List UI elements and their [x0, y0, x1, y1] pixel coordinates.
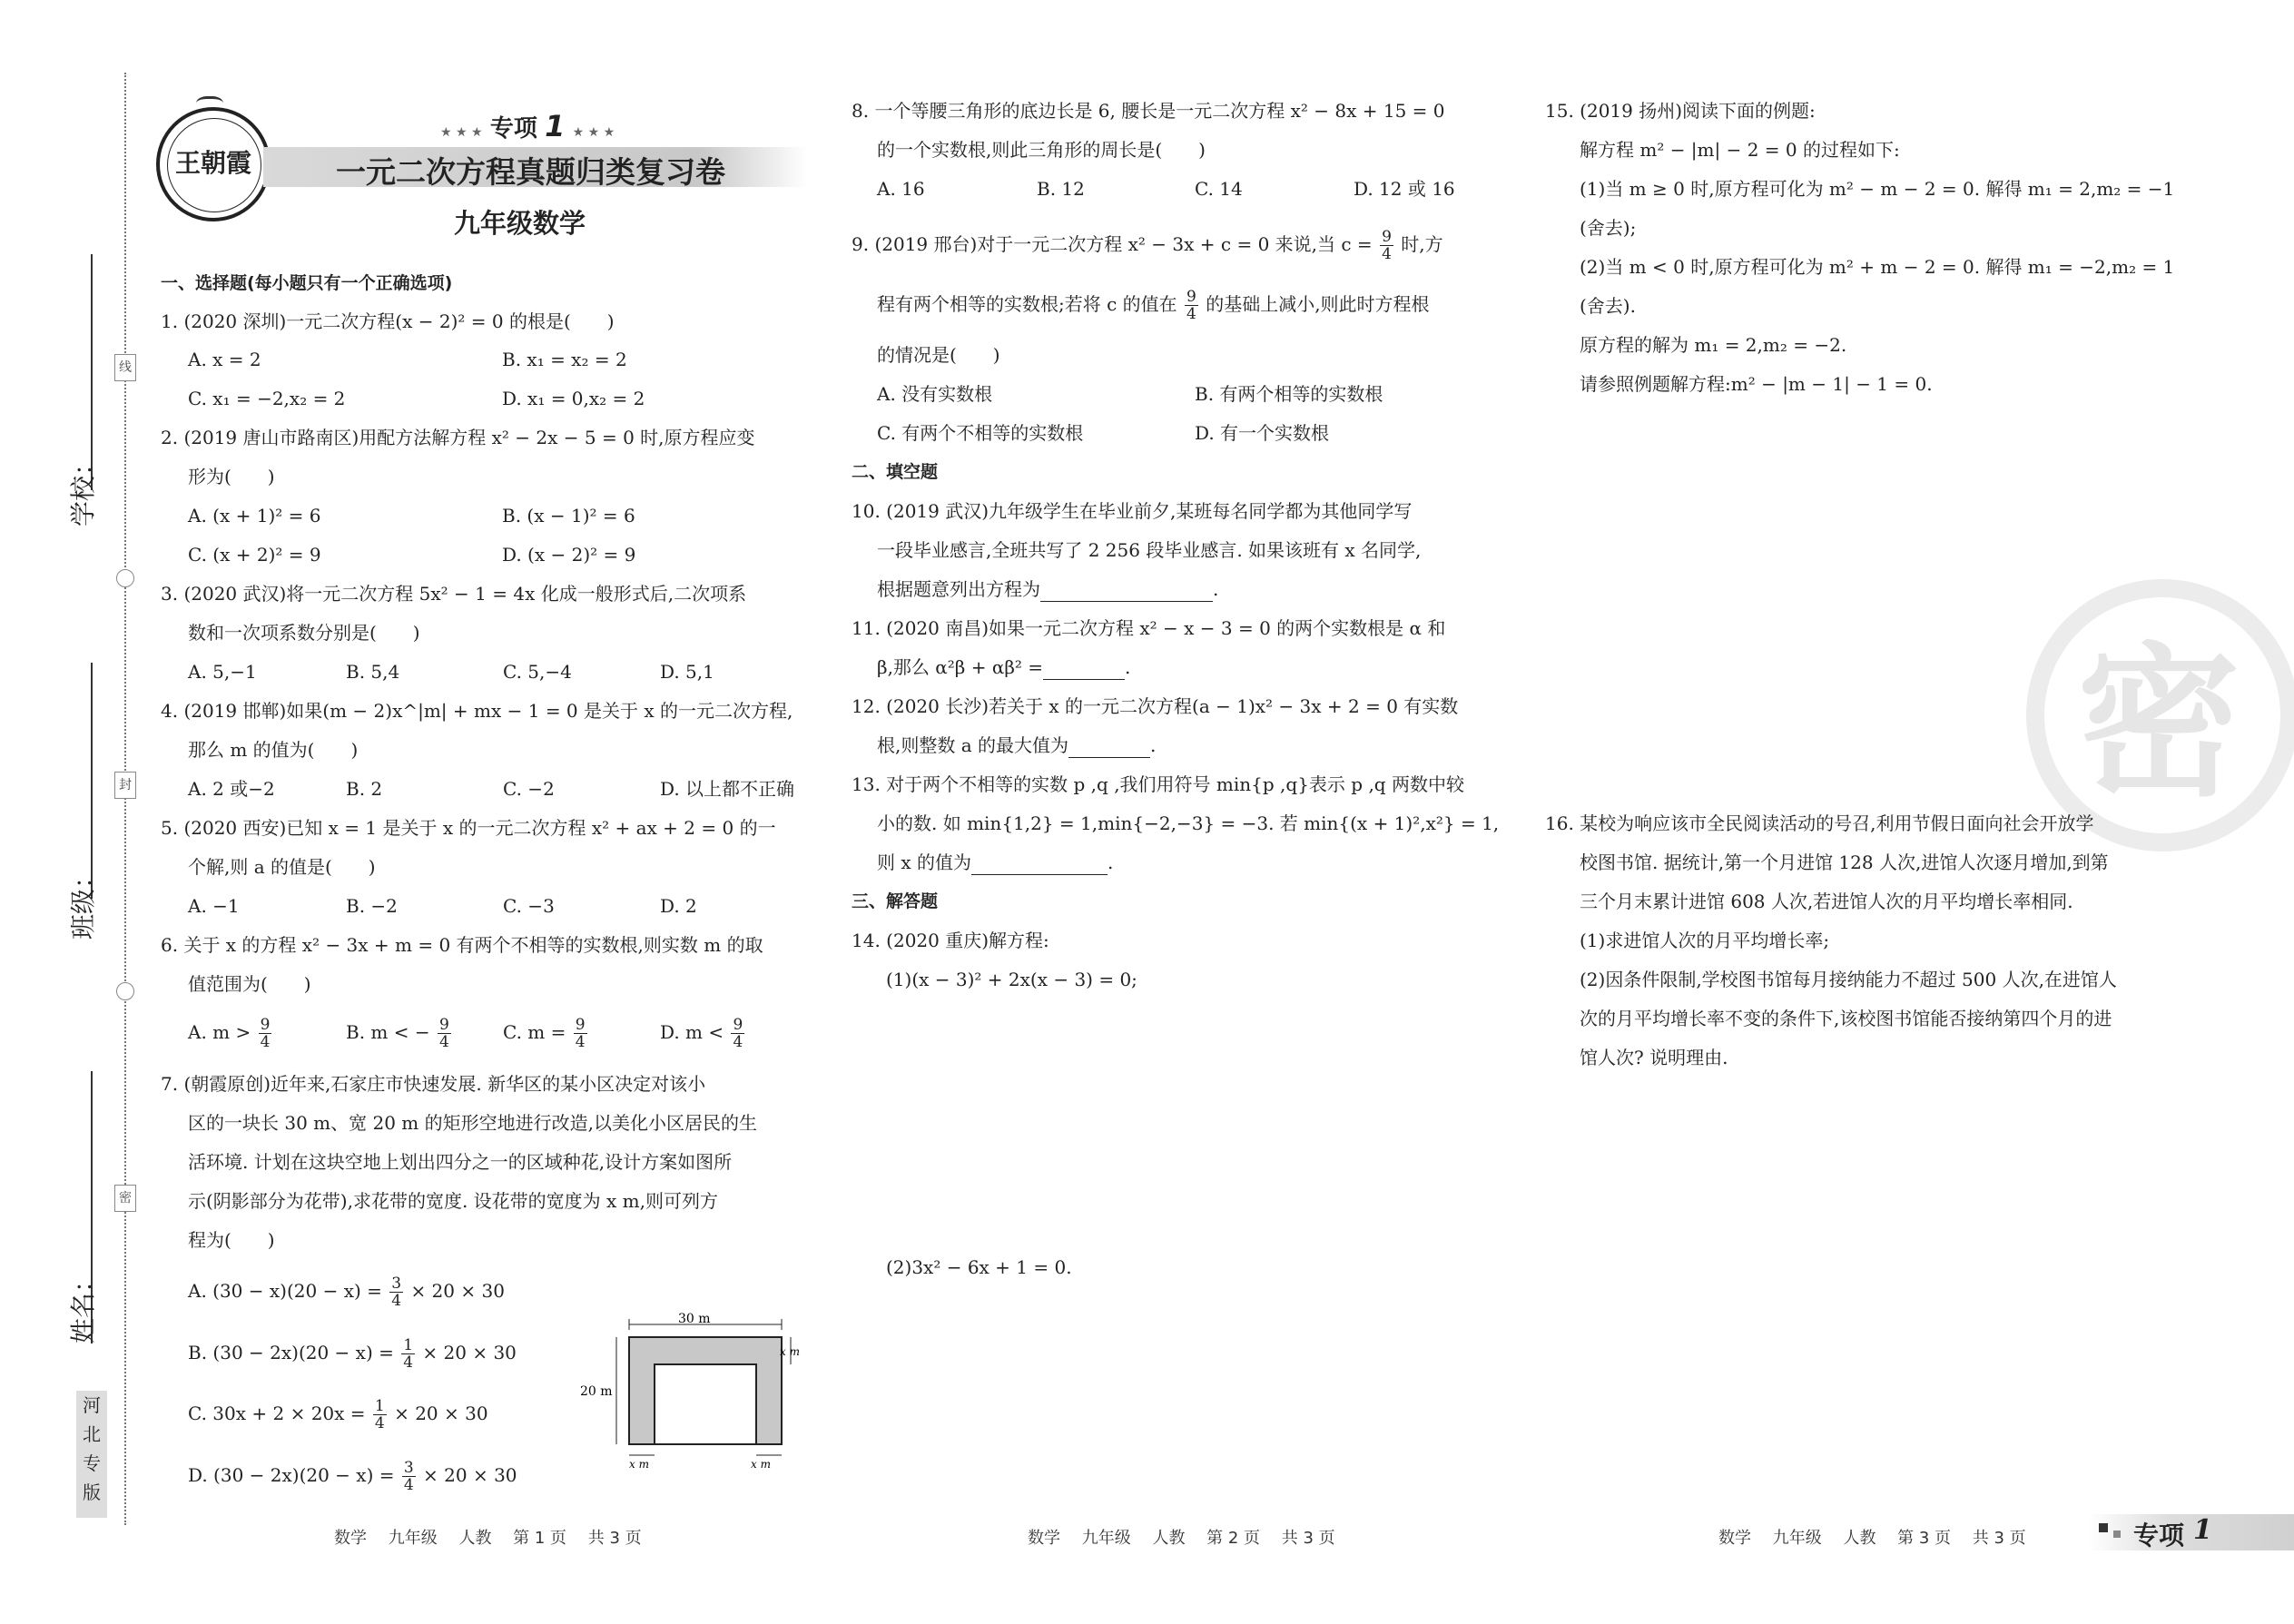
q3-stem-cont: 数和一次项系数分别是( ) — [188, 622, 420, 644]
q11-end: . — [1125, 656, 1131, 678]
q16-line-6: 次的月平均增长率不变的条件下,该校图书馆能否接纳第四个月的进 — [1580, 1008, 2112, 1029]
q9-line-1-a: 9. (2019 邢台)对于一元二次方程 x² − 3x + c = 0 来说,当 c = — [852, 233, 1373, 255]
q15-line-4: (舍去); — [1580, 217, 1637, 239]
q8-option-a[interactable]: A. 16 — [877, 178, 925, 200]
fraction — [401, 1337, 415, 1371]
q7-d-left: D. (30 − 2x)(20 − x) = — [188, 1464, 395, 1486]
fraction-numerator: 9 — [438, 1016, 449, 1034]
q7-figure — [576, 1312, 812, 1471]
q7-line-5: 程为( ) — [188, 1229, 275, 1251]
edition-badge — [76, 1391, 107, 1518]
q6-c-text: C. m = — [503, 1021, 566, 1043]
fraction-denominator: 4 — [733, 1033, 743, 1051]
q5-option-b[interactable]: B. −2 — [346, 895, 398, 917]
special-tag — [2088, 1514, 2294, 1550]
q9-line-1-b: 时,方 — [1401, 233, 1443, 255]
q2-option-b[interactable]: B. (x − 1)² = 6 — [502, 505, 635, 527]
special-tag-number: 1 — [2193, 1514, 2212, 1546]
q14-part-1: (1)(x − 3)² + 2x(x − 3) = 0; — [886, 969, 1137, 990]
stars-left: ★ ★ ★ — [440, 125, 483, 140]
q4-option-b[interactable]: B. 2 — [346, 778, 383, 800]
fraction-numerator: 9 — [260, 1016, 271, 1034]
q12-answer-blank[interactable] — [1068, 757, 1150, 758]
fraction-numerator: 9 — [1186, 288, 1196, 306]
q10-line-2: 一段毕业感言,全班共写了 2 256 段毕业感言. 如果该班有 x 名同学, — [877, 539, 1422, 561]
q3-option-b[interactable]: B. 5,4 — [346, 661, 400, 683]
stars-right: ★ ★ ★ — [572, 125, 615, 140]
q10-end: . — [1213, 578, 1219, 600]
q1-option-b[interactable]: B. x₁ = x₂ = 2 — [502, 349, 627, 370]
q16-line-7: 馆人次? 说明理由. — [1580, 1047, 1728, 1068]
q12-line-1: 12. (2020 长沙)若关于 x 的一元二次方程(a − 1)x² − 3x + 2 = 0 有实数 — [852, 695, 1459, 717]
fraction — [389, 1275, 403, 1309]
page-title: 一元二次方程真题归类复习卷 — [336, 154, 725, 190]
fraction-denominator: 4 — [438, 1033, 449, 1051]
fig-label-right: x m — [780, 1345, 800, 1358]
q15-line-7: 原方程的解为 m₁ = 2,m₂ = −2. — [1580, 334, 1847, 356]
fraction-numerator: 3 — [403, 1459, 414, 1477]
edition-char: 专 — [83, 1452, 101, 1474]
q7-option-a[interactable] — [188, 1275, 505, 1309]
q7-b-left: B. (30 − 2x)(20 − x) = — [188, 1342, 394, 1363]
fraction-denominator: 4 — [1382, 245, 1392, 263]
binding-dotted-line — [124, 73, 126, 1525]
q16-line-3: 三个月末累计进馆 608 人次,若进馆人次的月平均增长率相同. — [1580, 891, 2073, 912]
seal-mark-line: 线 — [114, 354, 136, 381]
q12-end: . — [1150, 734, 1157, 756]
edition-char: 版 — [83, 1481, 101, 1503]
q13-prompt: 则 x 的值为 — [877, 851, 971, 873]
special-tag-label: 专项 — [2133, 1521, 2185, 1550]
q13-line-2: 小的数. 如 min{1,2} = 1,min{−2,−3} = −3. 若 min{(x + 1)²,x²} = 1, — [877, 812, 1500, 834]
fraction-numerator: 9 — [575, 1016, 586, 1034]
q9-line-2-b: 的基础上减小,则此时方程根 — [1206, 293, 1430, 315]
q8-option-b[interactable]: B. 12 — [1037, 178, 1085, 200]
edition-char: 北 — [83, 1423, 101, 1445]
q2-option-a[interactable]: A. (x + 1)² = 6 — [188, 505, 321, 527]
seal-mark-seal: 封 — [114, 772, 136, 799]
q5-stem-cont: 个解,则 a 的值是( ) — [188, 856, 376, 878]
q13-answer-blank[interactable] — [971, 874, 1108, 875]
q1-option-d[interactable]: D. x₁ = 0,x₂ = 2 — [502, 388, 645, 409]
q16-line-4: (1)求进馆人次的月平均增长率; — [1580, 930, 1830, 951]
q7-a-left: A. (30 − x)(20 − x) = — [188, 1280, 382, 1302]
q15-line-2: 解方程 m² − |m| − 2 = 0 的过程如下: — [1580, 139, 1900, 161]
q6-option-b[interactable] — [346, 1017, 453, 1050]
q11-line-2 — [877, 655, 1130, 680]
q11-prompt: β,那么 α²β + αβ² = — [877, 656, 1044, 678]
q7-option-d[interactable] — [188, 1460, 517, 1493]
fraction-denominator: 4 — [1186, 305, 1196, 323]
seal-mark-secret: 密 — [114, 1185, 136, 1212]
q6-stem-cont: 值范围为( ) — [188, 973, 311, 995]
q9-option-b[interactable]: B. 有两个相等的实数根 — [1195, 383, 1383, 405]
q7-a-right: × 20 × 30 — [410, 1280, 505, 1302]
q13-line-1: 13. 对于两个不相等的实数 p ,q ,我们用符号 min{p ,q}表示 p ,q 两数中较 — [852, 773, 1464, 795]
q13-line-3 — [877, 850, 1113, 875]
special-heading — [440, 109, 615, 143]
fraction — [402, 1460, 416, 1493]
q6-d-text: D. m < — [660, 1021, 724, 1043]
special-label: 专项 — [489, 115, 537, 143]
q16-line-2: 校图书馆. 据统计,第一个月进馆 128 人次,进馆人次逐月增加,到第 — [1580, 851, 2109, 873]
q8-line-1: 8. 一个等腰三角形的底边长是 6, 腰长是一元二次方程 x² − 8x + 15 = 0 — [852, 100, 1445, 122]
q3-option-a[interactable]: A. 5,−1 — [188, 661, 257, 683]
fraction — [1380, 229, 1393, 262]
q9-option-c[interactable]: C. 有两个不相等的实数根 — [877, 422, 1084, 444]
special-number: 1 — [545, 109, 566, 143]
q4-option-c[interactable]: C. −2 — [503, 778, 555, 800]
q7-line-2: 区的一块长 30 m、宽 20 m 的矩形空地进行改造,以美化小区居民的生 — [188, 1112, 757, 1134]
q4-option-a[interactable]: A. 2 或−2 — [188, 778, 275, 800]
q9-line-2-a: 程有两个相等的实数根;若将 c 的值在 — [877, 293, 1177, 315]
crown-icon — [196, 96, 223, 113]
q10-line-3 — [877, 576, 1218, 602]
fraction-denominator: 4 — [575, 1033, 586, 1051]
q6-stem: 6. 关于 x 的方程 x² − 3x + m = 0 有两个不相等的实数根,则实数 m 的取 — [161, 934, 763, 956]
q7-line-4: 示(阴影部分为花带),求花带的宽度. 设花带的宽度为 x m,则可列方 — [188, 1190, 718, 1212]
q3-option-c[interactable]: C. 5,−4 — [503, 661, 572, 683]
q7-option-c[interactable] — [188, 1398, 488, 1432]
footer-page-1: 数学 九年级 人教 第 1 页 共 3 页 — [334, 1529, 642, 1548]
q9-option-a[interactable]: A. 没有实数根 — [877, 383, 993, 405]
section-solve-heading: 三、解答题 — [852, 891, 939, 911]
fraction-numerator: 1 — [403, 1336, 414, 1354]
q16-line-5: (2)因条件限制,学校图书馆每月接纳能力不超过 500 人次,在进馆人 — [1580, 969, 2117, 990]
logo-seal-icon — [156, 107, 271, 221]
class-label: 班级： — [68, 862, 98, 940]
q9-line-1 — [852, 229, 1443, 262]
section-choice-heading: 一、选择题(每小题只有一个正确选项) — [161, 273, 453, 293]
watermark-char: 密 — [2077, 629, 2241, 819]
fraction-numerator: 9 — [733, 1016, 743, 1034]
q2-stem: 2. (2019 唐山市路南区)用配方法解方程 x² − 2x − 5 = 0 时,原方程应变 — [161, 427, 755, 448]
q16-line-1: 16. 某校为响应该市全民阅读活动的号召,利用节假日面向社会开放学 — [1545, 812, 2094, 834]
fraction-denominator: 4 — [391, 1292, 402, 1310]
q15-line-5: (2)当 m < 0 时,原方程可化为 m² + m − 2 = 0. 解得 m₁ = −2,m₂ = 1 — [1580, 256, 2175, 278]
q10-line-1: 10. (2019 武汉)九年级学生在毕业前夕,某班每名同学都为其他同学写 — [852, 500, 1413, 522]
fig-label-bottom-left: x m — [629, 1458, 649, 1471]
q1-stem: 1. (2020 深圳)一元二次方程(x − 2)² = 0 的根是( ) — [161, 310, 615, 332]
fraction — [373, 1398, 387, 1432]
q1-option-a[interactable]: A. x = 2 — [188, 349, 261, 370]
fraction-numerator: 9 — [1382, 228, 1392, 246]
fraction-numerator: 1 — [374, 1397, 385, 1415]
fraction — [574, 1017, 587, 1050]
q1-option-c[interactable]: C. x₁ = −2,x₂ = 2 — [188, 388, 346, 409]
q2-stem-cont: 形为( ) — [188, 466, 275, 487]
q7-d-right: × 20 × 30 — [423, 1464, 517, 1486]
q12-line-2 — [877, 733, 1156, 758]
q6-a-text: A. m > — [188, 1021, 251, 1043]
page-subtitle: 九年级数学 — [454, 208, 586, 239]
q2-option-c[interactable]: C. (x + 2)² = 9 — [188, 544, 321, 566]
fig-label-left: 20 m — [580, 1384, 613, 1399]
q3-option-d[interactable]: D. 5,1 — [660, 661, 714, 683]
fig-label-bottom-right: x m — [751, 1458, 771, 1471]
fraction — [259, 1017, 272, 1050]
fraction — [438, 1017, 451, 1050]
q4-stem: 4. (2019 邯郸)如果(m − 2)x^|m| + mx − 1 = 0 是关于 x 的一元二次方程, — [161, 700, 793, 722]
footer-page-2: 数学 九年级 人教 第 2 页 共 3 页 — [1028, 1529, 1335, 1548]
q14-stem: 14. (2020 重庆)解方程: — [852, 930, 1049, 951]
q15-line-3: (1)当 m ≥ 0 时,原方程可化为 m² − m − 2 = 0. 解得 m₁ = 2,m₂ = −1 — [1580, 178, 2175, 200]
logo-text: 王朝霞 — [174, 148, 251, 178]
q3-stem: 3. (2020 武汉)将一元二次方程 5x² − 1 = 4x 化成一般形式后,二次项系 — [161, 583, 747, 605]
q6-option-a[interactable] — [188, 1017, 273, 1050]
footer-page-3: 数学 九年级 人教 第 3 页 共 3 页 — [1718, 1529, 2026, 1548]
q5-stem: 5. (2020 西安)已知 x = 1 是关于 x 的一元二次方程 x² + ax + 2 = 0 的一 — [161, 817, 776, 839]
q6-option-c[interactable] — [503, 1017, 589, 1050]
q5-option-d[interactable]: D. 2 — [660, 895, 697, 917]
q4-option-d[interactable]: D. 以上都不正确 — [660, 778, 795, 800]
school-label: 学校： — [68, 449, 98, 527]
fraction-numerator: 3 — [391, 1275, 402, 1293]
q8-line-2: 的一个实数根,则此三角形的周长是( ) — [877, 139, 1206, 161]
q11-answer-blank[interactable] — [1043, 679, 1125, 680]
q7-b-right: × 20 × 30 — [422, 1342, 517, 1363]
q10-answer-blank[interactable] — [1040, 601, 1213, 602]
q7-line-3: 活环境. 计划在这块空地上划出四分之一的区域种花,设计方案如图所 — [188, 1151, 733, 1173]
edition-char: 河 — [83, 1394, 101, 1416]
q6-option-d[interactable] — [660, 1017, 746, 1050]
fraction-denominator: 4 — [403, 1476, 414, 1494]
fig-label-top: 30 m — [678, 1312, 711, 1326]
fraction-denominator: 4 — [374, 1414, 385, 1432]
q7-option-b[interactable] — [188, 1337, 517, 1371]
q7-line-1: 7. (朝霞原创)近年来,石家庄市快速发展. 新华区的某小区决定对该小 — [161, 1073, 706, 1095]
q14-part-2: (2)3x² − 6x + 1 = 0. — [886, 1256, 1072, 1278]
q8-option-d[interactable]: D. 12 或 16 — [1354, 178, 1455, 200]
fraction-denominator: 4 — [260, 1033, 271, 1051]
q9-line-3: 的情况是( ) — [877, 344, 1000, 366]
q8-option-c[interactable]: C. 14 — [1195, 178, 1243, 200]
q10-prompt: 根据题意列出方程为 — [877, 578, 1040, 600]
q7-c-left: C. 30x + 2 × 20x = — [188, 1403, 366, 1424]
q4-stem-cont: 那么 m 的值为( ) — [188, 739, 359, 761]
q15-line-6: (舍去). — [1580, 295, 1636, 317]
fraction-denominator: 4 — [403, 1353, 414, 1372]
binding-hole-icon — [116, 982, 134, 1000]
q6-b-text: B. m < − — [346, 1021, 430, 1043]
q15-line-1: 15. (2019 扬州)阅读下面的例题: — [1545, 100, 1816, 122]
q9-line-2 — [877, 289, 1430, 322]
q13-end: . — [1108, 851, 1114, 873]
q7-c-right: × 20 × 30 — [394, 1403, 488, 1424]
q15-line-8: 请参照例题解方程:m² − |m − 1| − 1 = 0. — [1580, 373, 1933, 395]
section-fill-heading: 二、填空题 — [852, 462, 939, 482]
binding-hole-icon — [116, 569, 134, 587]
q5-option-a[interactable]: A. −1 — [188, 895, 240, 917]
q2-option-d[interactable]: D. (x − 2)² = 9 — [502, 544, 636, 566]
q9-option-d[interactable]: D. 有一个实数根 — [1195, 422, 1330, 444]
fraction — [731, 1017, 744, 1050]
name-label: 姓名： — [68, 1266, 98, 1343]
fraction — [1185, 289, 1198, 322]
q11-line-1: 11. (2020 南昌)如果一元二次方程 x² − x − 3 = 0 的两个实数根是 α 和 — [852, 617, 1446, 639]
q12-prompt: 根,则整数 a 的最大值为 — [877, 734, 1068, 756]
q5-option-c[interactable]: C. −3 — [503, 895, 555, 917]
